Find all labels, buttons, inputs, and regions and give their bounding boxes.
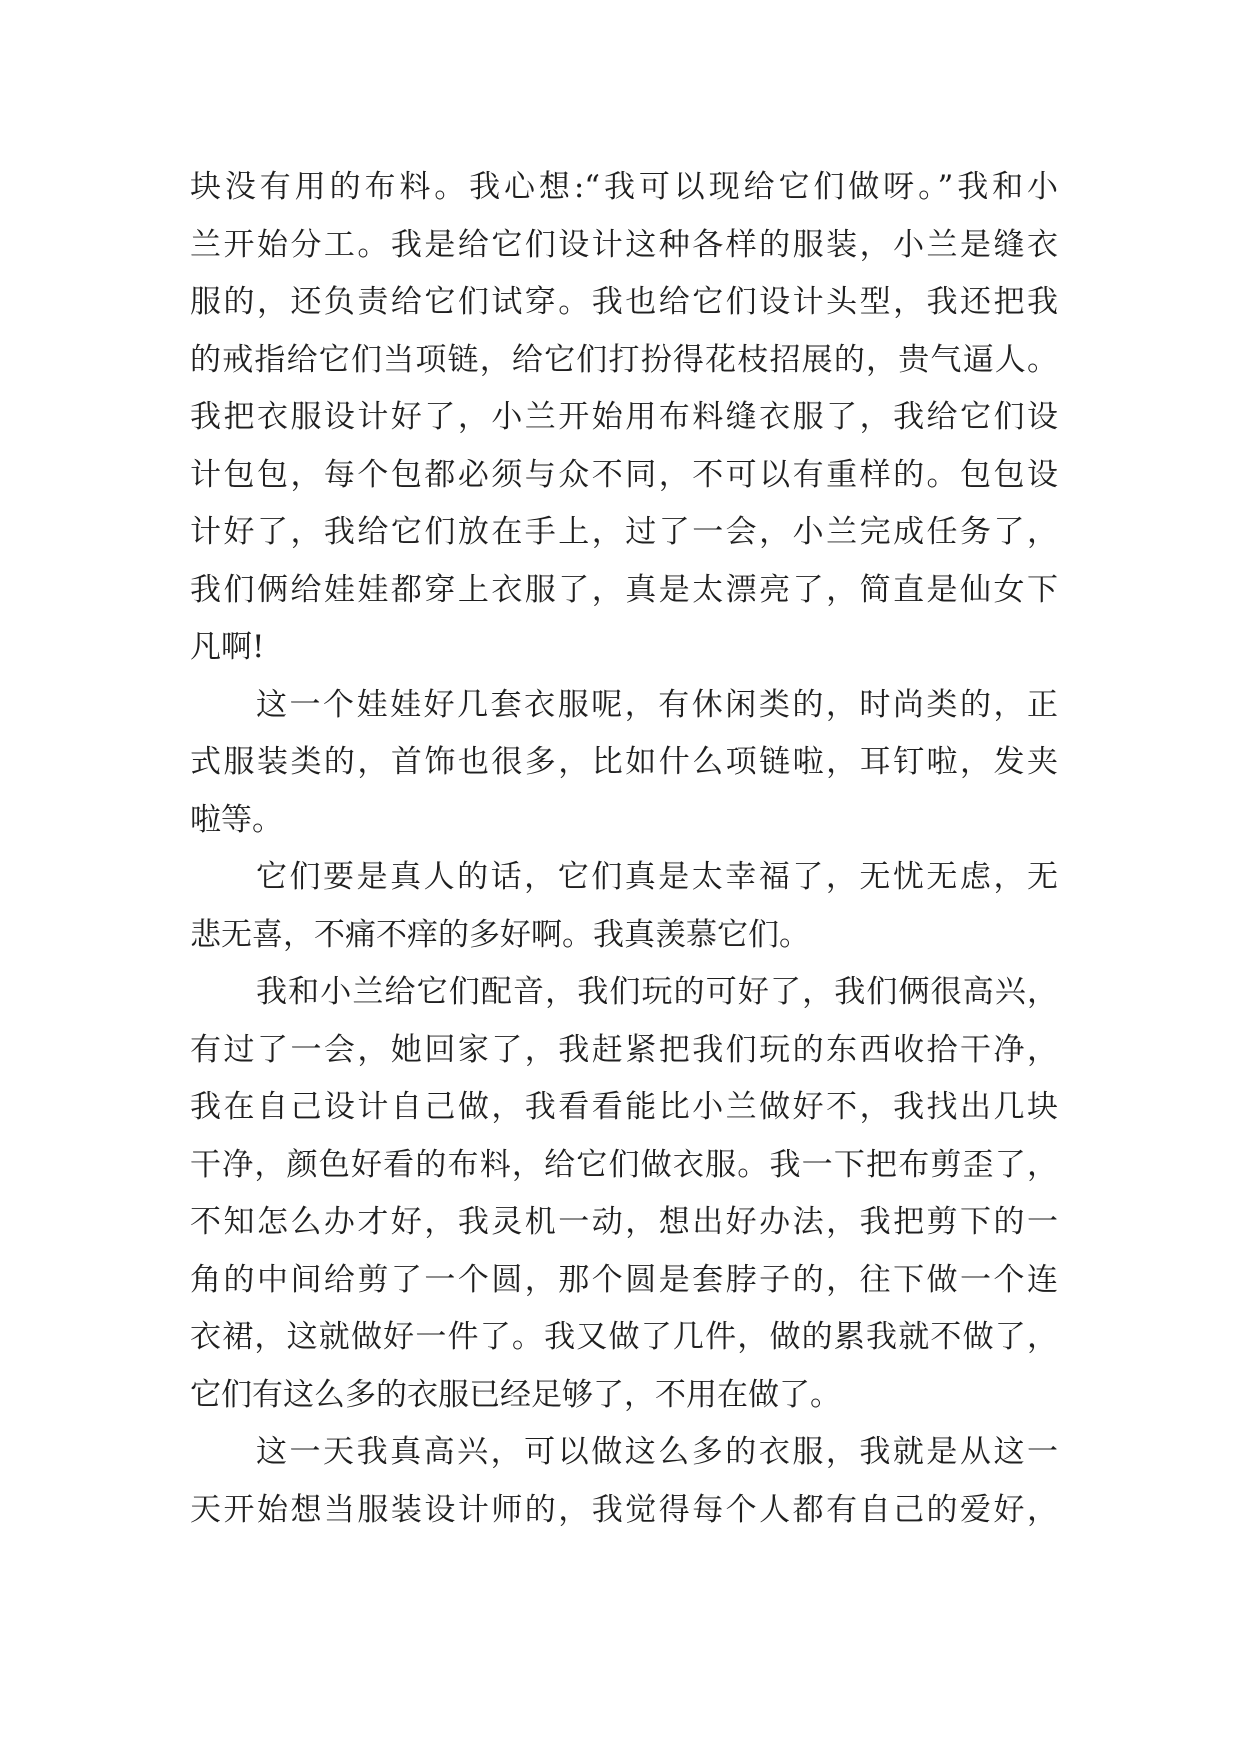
document-body <box>190 159 1058 1539</box>
text-line: 悲无喜，不痛不痒的多好啊。我真羡慕它们。 <box>190 916 810 953</box>
text-line: 服的，还负责给它们试穿。我也给它们设计头型，我还把我 <box>190 284 1058 320</box>
text-line: 我和小兰给它们配音，我们玩的可好了，我们俩很高兴， <box>256 974 1058 1010</box>
text-line: 干净，颜色好看的布料，给它们做衣服。我一下把布剪歪了， <box>190 1146 1058 1183</box>
text-line: 计好了，我给它们放在手上，过了一会，小兰完成任务了， <box>190 514 1058 550</box>
text-line: 角的中间给剪了一个圆，那个圆是套脖子的，往下做一个连 <box>190 1261 1058 1298</box>
text-line: 不知怎么办才好，我灵机一动，想出好办法，我把剪下的一 <box>190 1204 1058 1240</box>
text-line: 它们要是真人的话，它们真是太幸福了，无忧无虑，无 <box>256 859 1058 895</box>
text-line: 兰开始分工。我是给它们设计这种各样的服装，小兰是缝衣 <box>190 226 1058 263</box>
text-line: 这一个娃娃好几套衣服呢，有休闲类的，时尚类的，正 <box>256 686 1058 723</box>
text-line: 天开始想当服装设计师的，我觉得每个人都有自己的爱好， <box>190 1491 1058 1528</box>
text-line: 我们俩给娃娃都穿上衣服了，真是太漂亮了，简直是仙女下 <box>190 571 1058 608</box>
text-line: 这一天我真高兴，可以做这么多的衣服，我就是从这一 <box>256 1434 1058 1470</box>
text-line: 啦等。 <box>190 801 283 838</box>
text-line: 式服装类的，首饰也很多，比如什么项链啦，耳钉啦，发夹 <box>190 744 1058 780</box>
text-line: 凡啊! <box>190 629 265 665</box>
text-line: 我把衣服设计好了，小兰开始用布料缝衣服了，我给它们设 <box>190 399 1058 435</box>
text-line: 计包包，每个包都必须与众不同，不可以有重样的。包包设 <box>190 456 1058 493</box>
text-line: 我在自己设计自己做，我看看能比小兰做好不，我找出几块 <box>190 1089 1058 1125</box>
text-line: 有过了一会，她回家了，我赶紧把我们玩的东西收拾干净， <box>190 1031 1058 1068</box>
text-line: 块没有用的布料。我心想:“我可以现给它们做呀。”我和小 <box>190 169 1058 205</box>
text-line: 衣裙，这就做好一件了。我又做了几件，做的累我就不做了， <box>190 1319 1058 1355</box>
text-line: 的戒指给它们当项链，给它们打扮得花枝招展的，贵气逼人。 <box>190 341 1058 378</box>
text-line: 它们有这么多的衣服已经足够了，不用在做了。 <box>190 1376 841 1413</box>
